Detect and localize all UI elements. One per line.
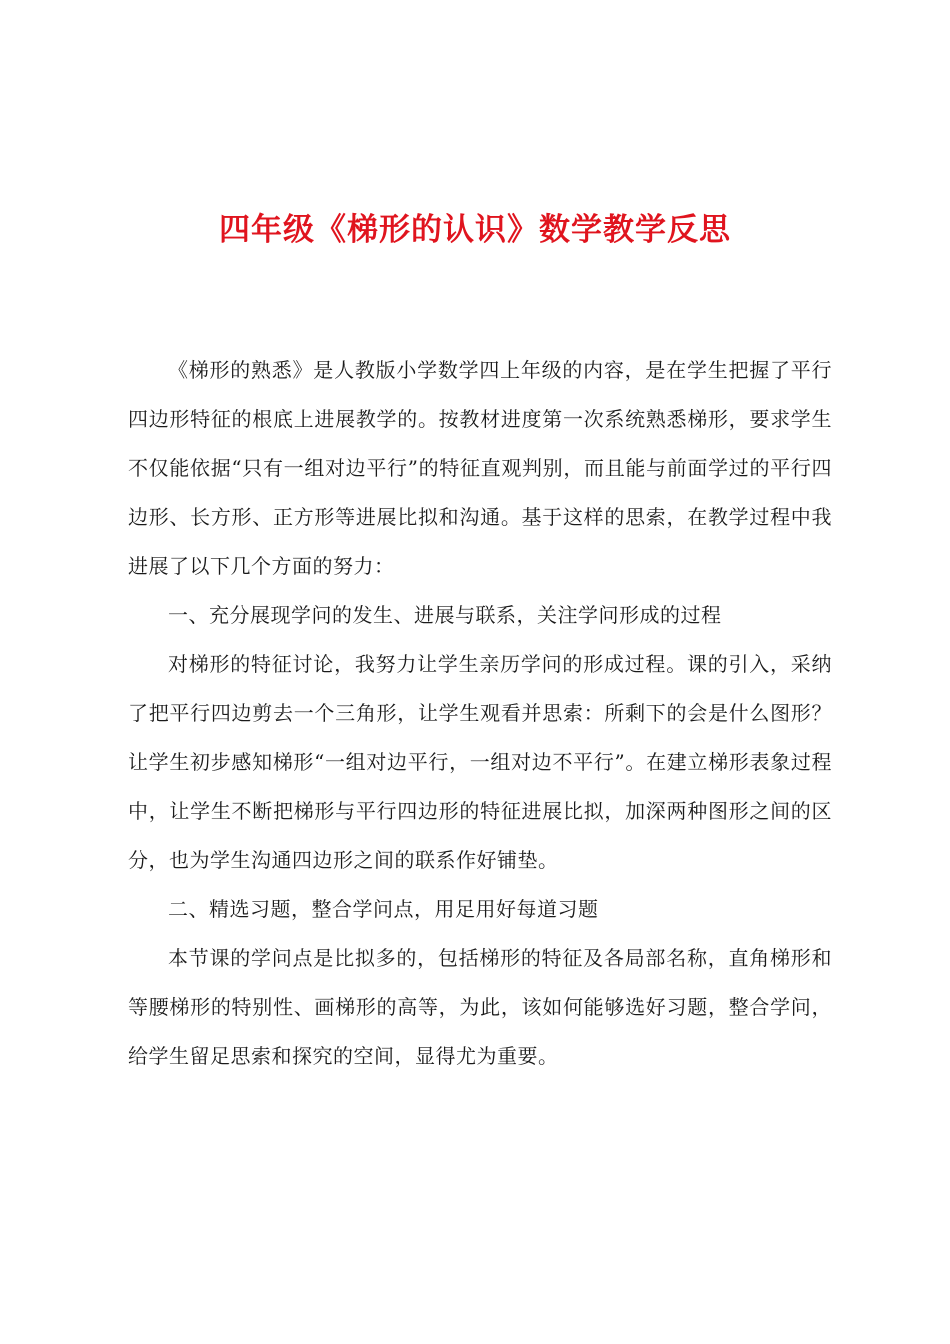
section-heading-2: 二、精选习题，整合学问点，用足用好每道习题 <box>168 897 599 921</box>
paragraph-section-1: 对梯形的特征讨论，我努力让学生亲历学问的形成过程。课的引入，采纳了把平行四边剪去一个三角形，让学生观看并思索：所剩下的会是什么图形？让学生初步感知梯形“一组对边平行，一组对边不平行”。在建立梯形表象过程中，让学生不断把梯形与平行四边形的特征进展比拟，加深两种图形之间的区分，也为学生沟通四边形之间的联系作好铺垫。 <box>128 652 832 872</box>
paragraph-section-2: 本节课的学问点是比拟多的，包括梯形的特征及各局部名称，直角梯形和等腰梯形的特别性、画梯形的高等，为此，该如何能够选好习题，整合学问，给学生留足思索和探究的空间，显得尤为重要。 <box>128 946 832 1068</box>
document-body <box>128 346 832 1081</box>
document-title: 四年级《梯形的认识》数学教学反思 <box>219 212 731 248</box>
paragraph-intro: 《梯形的熟悉》是人教版小学数学四上年级的内容，是在学生把握了平行四边形特征的根底上进展教学的。按教材进度第一次系统熟悉梯形，要求学生不仅能依据“只有一组对边平行”的特征直观判别，而且能与前面学过的平行四边形、长方形、正方形等进展比拟和沟通。基于这样的思索，在教学过程中我进展了以下几个方面的努力： <box>128 358 832 578</box>
section-heading-1: 一、充分展现学问的发生、进展与联系，关注学问形成的过程 <box>168 603 722 627</box>
